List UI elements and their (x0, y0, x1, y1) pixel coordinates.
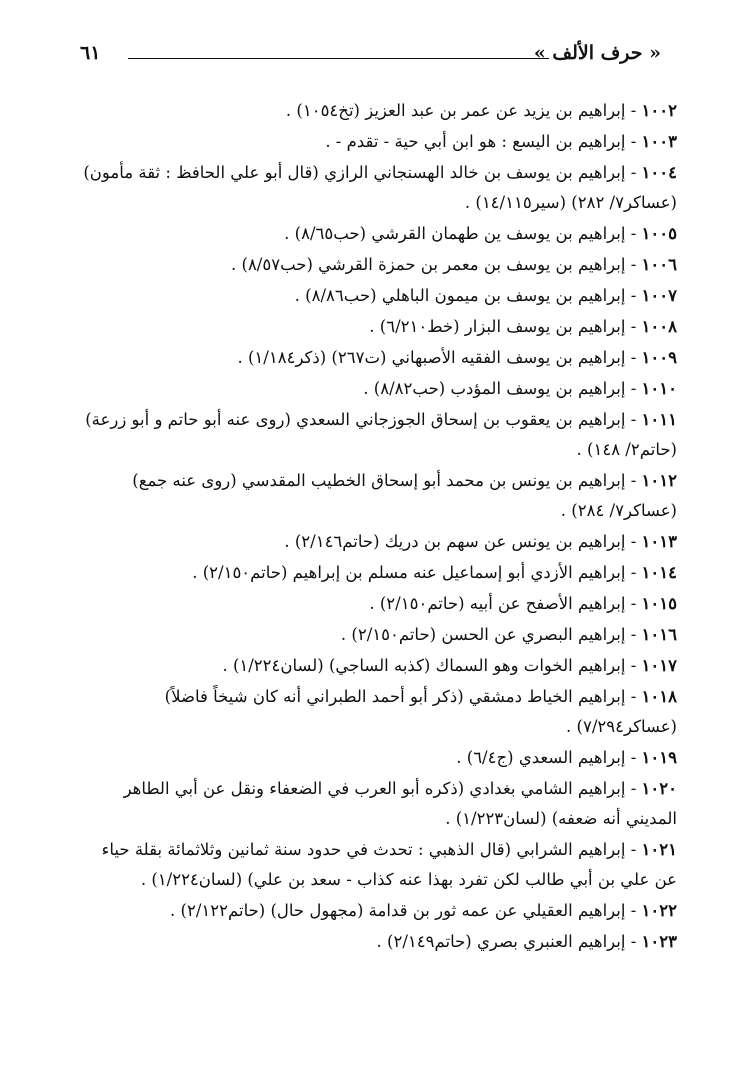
entry-1003: ١٠٠٣ - إبراهيم بن اليسع : هو ابن أبي حية - تقدم - . (325, 132, 677, 151)
entry-1018: ١٠١٨ - إبراهيم الخياط دمشقي (ذكر أبو أحمد الطبراني أنه كان شيخاً فاضلاً) (عساكر٧/٢٩٤) . (164, 687, 677, 736)
entry-1021: ١٠٢١ - إبراهيم الشرابي (قال الذهبي : تحدث في حدود سنة ثمانين وثلاثمائة بقلة حياء عن علي بن أبي طالب لكن تفرد بهذا عنه كذاب - سعد بن علي) (لسان١/٢٢٤) . (101, 840, 677, 889)
entry-1002: ١٠٠٢ - إبراهيم بن يزيد عن عمر بن عبد العزيز (تخ١٠٥٤) . (285, 101, 677, 120)
entry-number: ١٠٠٢ (641, 101, 677, 120)
entry-text: إبراهيم الشامي بغدادي (ذكره أبو العرب في الضعفاء ونقل عن أبي الطاهر المديني أنه ضعفه) (لسان١/٢٢٣) . (123, 779, 677, 828)
entry-text: إبراهيم البصري عن الحسن (حاتم٢/١٥٠) . (340, 625, 626, 644)
entry-1010: ١٠١٠ - إبراهيم بن يوسف المؤدب (حب٨/٨٢) . (363, 379, 677, 398)
page-number: ٦١ (80, 42, 101, 64)
entry-text: إبراهيم الخياط دمشقي (ذكر أبو أحمد الطبراني أنه كان شيخاً فاضلاً) (عساكر٧/٢٩٤) . (164, 687, 677, 736)
entry-1015: ١٠١٥ - إبراهيم الأصفح عن أبيه (حاتم٢/١٥٠) . (369, 594, 677, 613)
entry-text: إبراهيم بن يعقوب بن إسحاق الجوزجاني السعدي (روى عنه أبو حاتم و أبو زرعة) (حاتم٢/ ١٤٨) . (85, 410, 677, 459)
entry-number: ١٠٠٥ (641, 224, 677, 243)
entry-1004: ١٠٠٤ - إبراهيم بن يوسف بن خالد الهسنجاني الرازي (قال أبو علي الحافظ : ثقة مأمون) (عساكر٧/ ٢٨٢) (سير١٤/١١٥) . (83, 163, 677, 212)
entry-1007: ١٠٠٧ - إبراهيم بن يوسف بن ميمون الباهلي (حب٨/٨٦) . (294, 286, 677, 305)
entry-number: ١٠٠٩ (641, 348, 677, 367)
entry-number: ١٠١٤ (641, 563, 677, 582)
entry-1011: ١٠١١ - إبراهيم بن يعقوب بن إسحاق الجوزجاني السعدي (روى عنه أبو حاتم و أبو زرعة) (حاتم٢/ ١٤٨) . (85, 410, 677, 459)
entry-1017: ١٠١٧ - إبراهيم الخوات وهو السماك (كذبه الساجي) (لسان١/٢٢٤) . (222, 656, 677, 675)
entry-number: ١٠٢١ (641, 840, 677, 859)
entry-number: ١٠١٧ (641, 656, 677, 675)
entry-number: ١٠١٩ (641, 748, 677, 767)
entry-text: إبراهيم بن يونس بن محمد أبو إسحاق الخطيب المقدسي (روى عنه جمع) (عساكر٧/ ٢٨٤) . (132, 471, 677, 520)
entry-1013: ١٠١٣ - إبراهيم بن يونس عن سهم بن دريك (حاتم٢/١٤٦) . (284, 532, 677, 551)
entry-text: إبراهيم العنبري بصري (حاتم٢/١٤٩) . (376, 932, 626, 951)
entry-number: ١٠٢٣ (641, 932, 677, 951)
entry-text: إبراهيم بن يونس عن سهم بن دريك (حاتم٢/١٤٦) . (284, 532, 626, 551)
entry-text: إبراهيم بن يوسف بن ميمون الباهلي (حب٨/٨٦) . (294, 286, 626, 305)
entry-text: إبراهيم بن يوسف البزار (خط٦/٢١٠) . (369, 317, 626, 336)
entry-number: ١٠١٣ (641, 532, 677, 551)
entry-1020: ١٠٢٠ - إبراهيم الشامي بغدادي (ذكره أبو العرب في الضعفاء ونقل عن أبي الطاهر المديني أنه ضعفه) (لسان١/٢٢٣) . (123, 779, 677, 828)
entry-text: إبراهيم الأزدي أبو إسماعيل عنه مسلم بن إبراهيم (حاتم٢/١٥٠) . (192, 563, 626, 582)
entry-text: إبراهيم بن يوسف ين طهمان القرشي (حب٨/٦٥) . (284, 224, 626, 243)
entry-number: ١٠٠٤ (641, 163, 677, 182)
header-rule (128, 58, 549, 59)
running-title: « حرف الألف » (533, 42, 661, 64)
entry-number: ١٠١٢ (641, 471, 677, 490)
entry-1006: ١٠٠٦ - إبراهيم بن يوسف بن معمر بن حمزة القرشي (حب٨/٥٧) . (231, 255, 677, 274)
entry-number: ١٠٠٧ (641, 286, 677, 305)
entry-number: ١٠٢٢ (641, 901, 677, 920)
entry-1008: ١٠٠٨ - إبراهيم بن يوسف البزار (خط٦/٢١٠) . (369, 317, 677, 336)
entry-text: إبراهيم بن يوسف بن معمر بن حمزة القرشي (حب٨/٥٧) . (231, 255, 626, 274)
entry-1014: ١٠١٤ - إبراهيم الأزدي أبو إسماعيل عنه مسلم بن إبراهيم (حاتم٢/١٥٠) . (192, 563, 677, 582)
entry-1016: ١٠١٦ - إبراهيم البصري عن الحسن (حاتم٢/١٥٠) . (340, 625, 677, 644)
entry-text: إبراهيم بن اليسع : هو ابن أبي حية - تقدم - . (325, 132, 626, 151)
entry-1012: ١٠١٢ - إبراهيم بن يونس بن محمد أبو إسحاق الخطيب المقدسي (روى عنه جمع) (عساكر٧/ ٢٨٤) . (132, 471, 677, 520)
entry-number: ١٠٠٨ (641, 317, 677, 336)
entry-1022: ١٠٢٢ - إبراهيم العقيلي عن عمه ثور بن قدامة (مجهول حال) (حاتم٢/١٢٢) . (170, 901, 677, 920)
entry-number: ١٠٠٣ (641, 132, 677, 151)
entry-number: ١٠١٨ (641, 687, 677, 706)
entry-text: إبراهيم بن يوسف المؤدب (حب٨/٨٢) . (363, 379, 626, 398)
entry-text: إبراهيم بن يوسف الفقيه الأصبهاني (ت٢٦٧) (ذكر١/١٨٤) . (237, 348, 626, 367)
entry-text: إبراهيم السعدي (ج٦/٤) . (456, 748, 626, 767)
page-header (80, 42, 661, 72)
entry-number: ١٠١٠ (641, 379, 677, 398)
entry-1009: ١٠٠٩ - إبراهيم بن يوسف الفقيه الأصبهاني (ت٢٦٧) (ذكر١/١٨٤) . (237, 348, 677, 367)
entry-text: إبراهيم العقيلي عن عمه ثور بن قدامة (مجهول حال) (حاتم٢/١٢٢) . (170, 901, 626, 920)
entry-number: ١٠١٦ (641, 625, 677, 644)
entry-number: ١٠١١ (641, 410, 677, 429)
entries-list (80, 96, 677, 958)
entry-text: إبراهيم الشرابي (قال الذهبي : تحدث في حدود سنة ثمانين وثلاثمائة بقلة حياء عن علي بن أبي طالب لكن تفرد بهذا عنه كذاب - سعد بن علي) (لسان١/٢٢٤) . (101, 840, 677, 889)
entry-text: إبراهيم بن يزيد عن عمر بن عبد العزيز (تخ١٠٥٤) . (285, 101, 626, 120)
entry-number: ١٠٢٠ (641, 779, 677, 798)
entry-1019: ١٠١٩ - إبراهيم السعدي (ج٦/٤) . (456, 748, 677, 767)
entry-1005: ١٠٠٥ - إبراهيم بن يوسف ين طهمان القرشي (حب٨/٦٥) . (284, 224, 677, 243)
entry-text: إبراهيم بن يوسف بن خالد الهسنجاني الرازي (قال أبو علي الحافظ : ثقة مأمون) (عساكر٧/ ٢٨٢) (سير١٤/١١٥) . (83, 163, 677, 212)
entry-number: ١٠١٥ (641, 594, 677, 613)
entry-1023: ١٠٢٣ - إبراهيم العنبري بصري (حاتم٢/١٤٩) . (376, 932, 677, 951)
entry-number: ١٠٠٦ (641, 255, 677, 274)
entry-text: إبراهيم الأصفح عن أبيه (حاتم٢/١٥٠) . (369, 594, 626, 613)
entry-text: إبراهيم الخوات وهو السماك (كذبه الساجي) (لسان١/٢٢٤) . (222, 656, 626, 675)
